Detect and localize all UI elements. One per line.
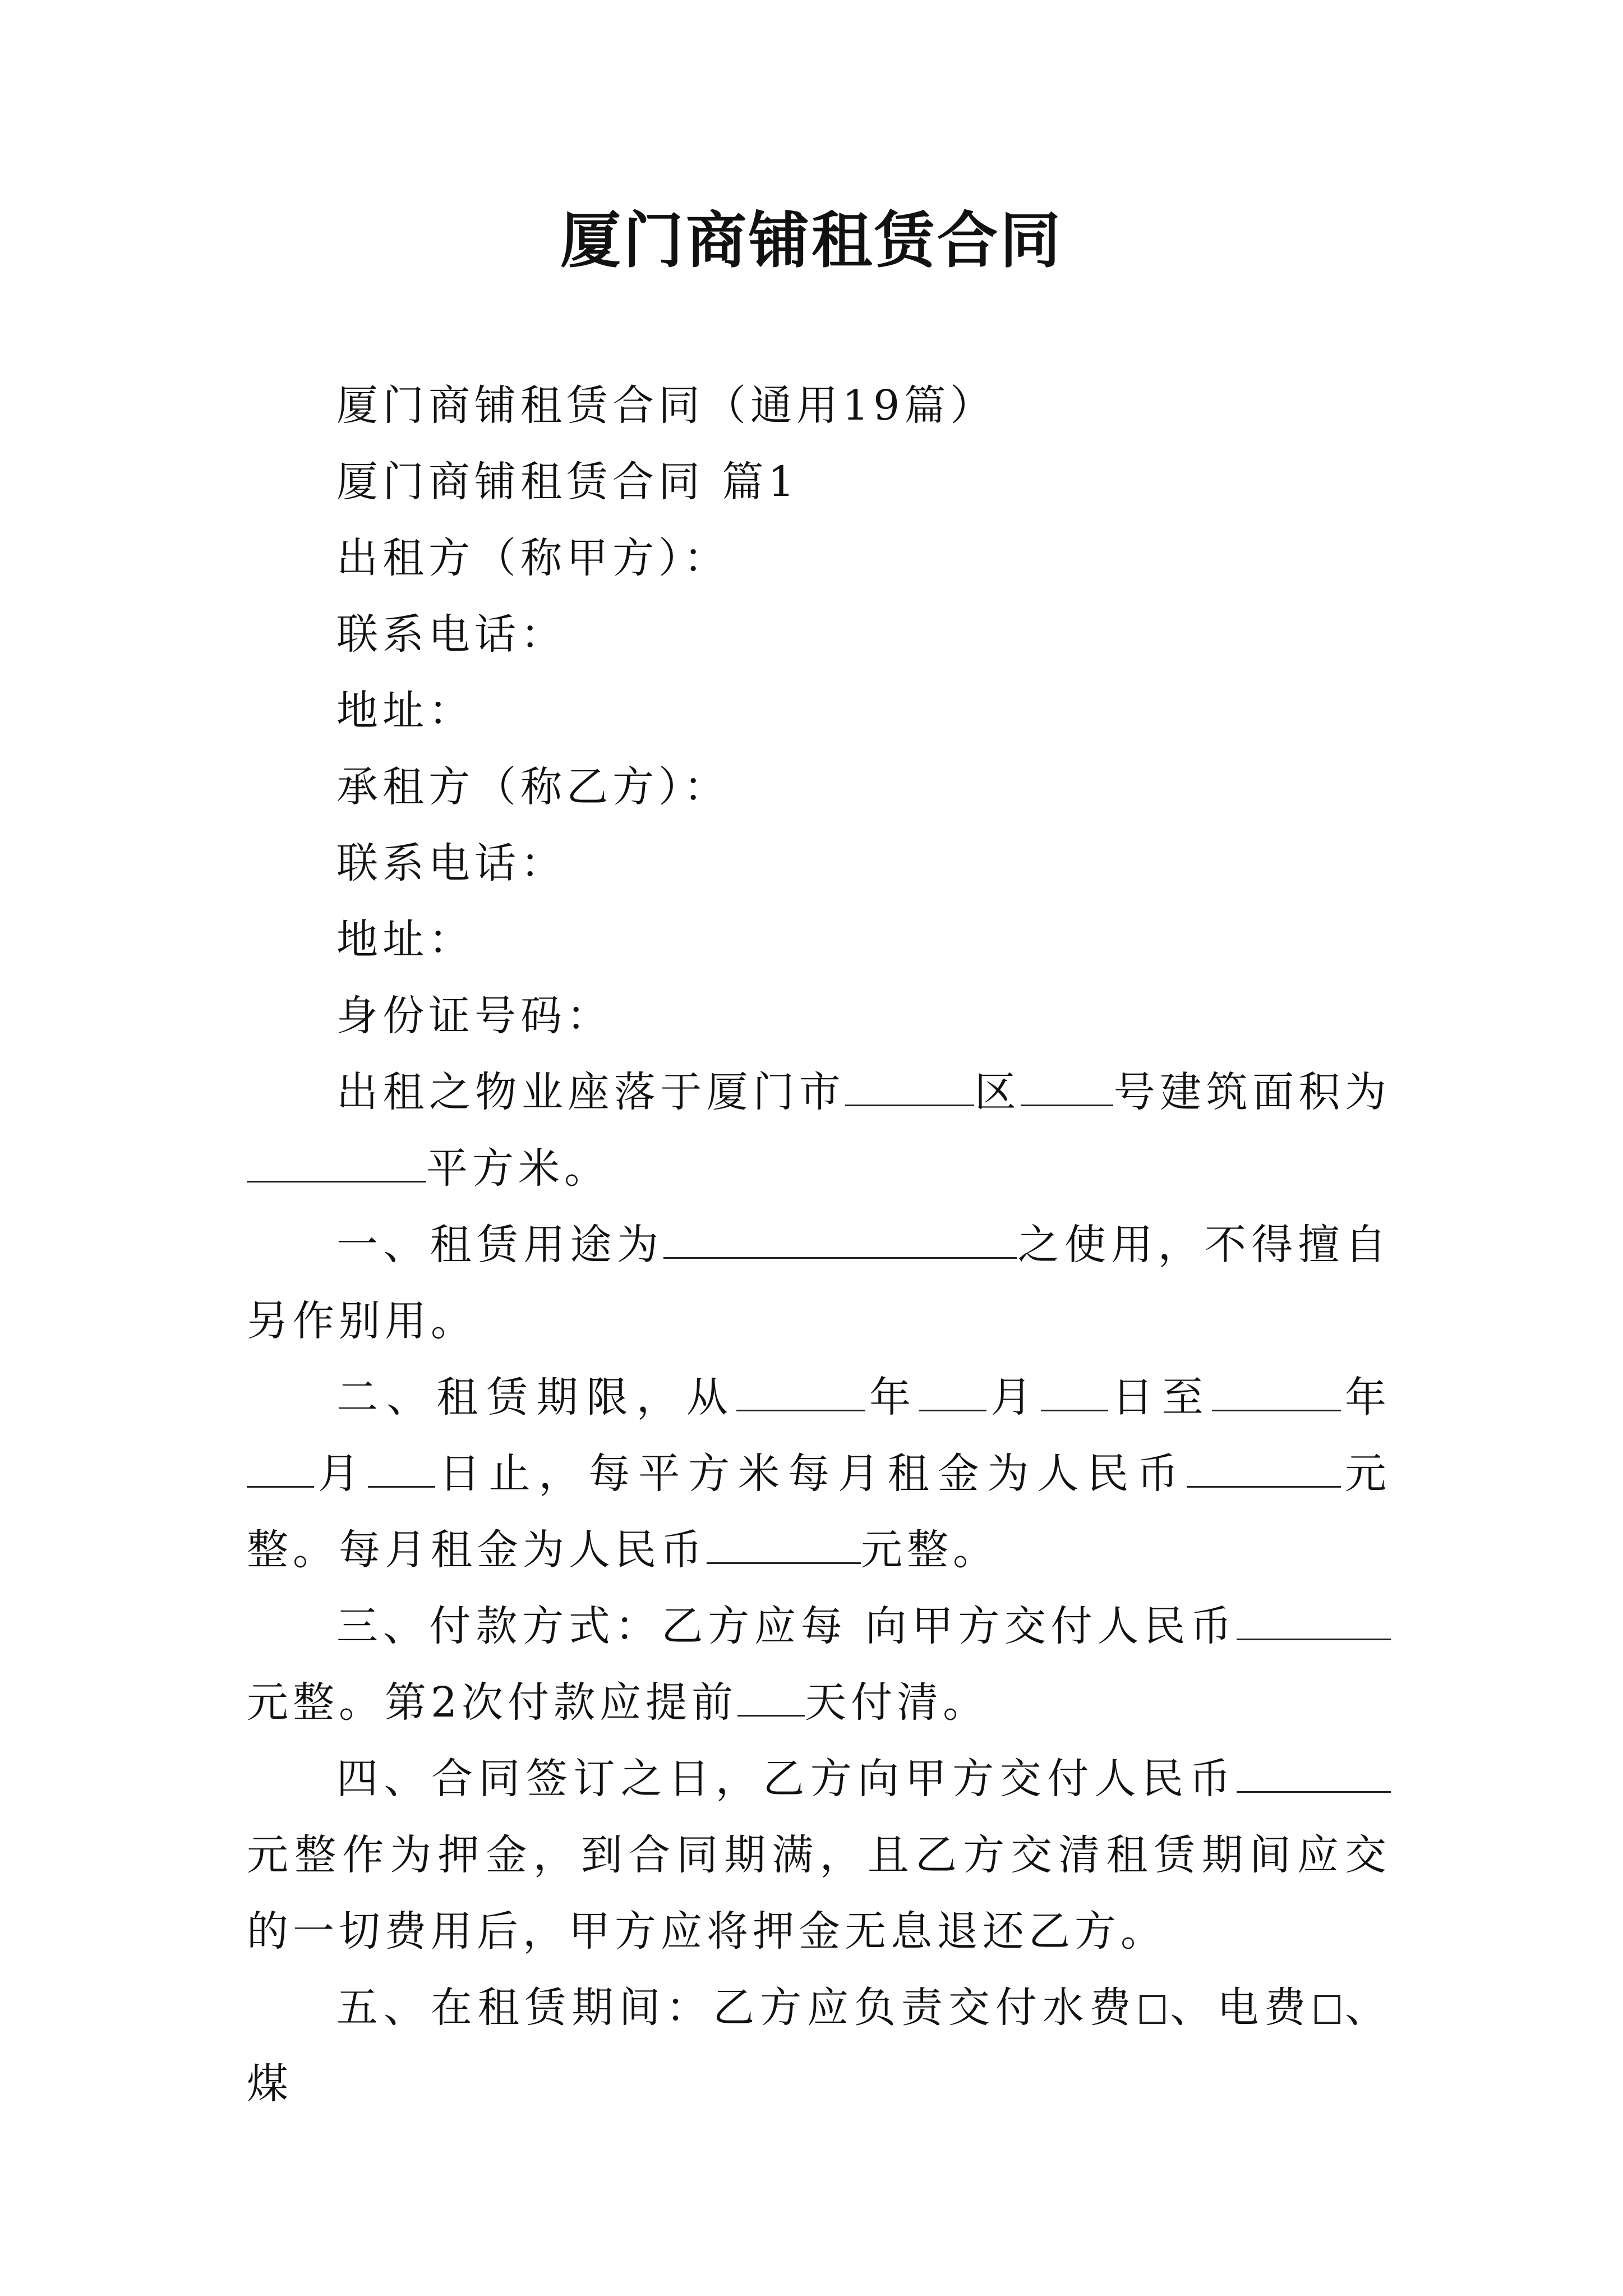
property-text-d: 平方米。 — [426, 1144, 610, 1193]
clause-5-text-a: 五、在租赁期间：乙方应负责交付水费 — [336, 1984, 1137, 2032]
property-text-c: 号建筑面积为 — [1113, 1068, 1391, 1116]
days-blank — [737, 1680, 805, 1717]
lessor-label: 出租方（称甲方）： — [336, 534, 730, 582]
district-blank — [845, 1070, 974, 1106]
monthly-rent-blank — [707, 1527, 861, 1564]
clause-3-text-a: 三、付款方式：乙方应每 向甲方交付人民币 — [336, 1602, 1237, 1650]
id-number-label: 身份证号码： — [336, 992, 612, 1040]
usage-blank — [663, 1222, 1017, 1259]
payment-amount-blank — [1237, 1604, 1391, 1640]
clause-2-text-b: 日止，每平方米每月租金为人民币 — [435, 1450, 1187, 1498]
clause-3 — [247, 1588, 1391, 1741]
clause-2-text-c: 元整。每月租金为人民币 — [247, 1450, 1391, 1574]
end-year-blank — [1212, 1375, 1341, 1411]
water-fee-checkbox[interactable] — [1140, 1995, 1165, 2024]
clause-2-year-1: 年 — [865, 1373, 920, 1421]
electricity-fee-checkbox[interactable] — [1315, 1995, 1340, 2024]
lessee-label: 承租方（称乙方）： — [336, 763, 730, 811]
clause-3-text-b: 元整。第2次付款应提前 — [247, 1678, 738, 1727]
article-heading: 厦门商铺租赁合同 篇1 — [336, 458, 799, 506]
document-title: 厦门商铺租赁合同 — [560, 206, 1063, 276]
start-month-blank — [919, 1375, 986, 1411]
clause-4-text-a: 四、合同签订之日，乙方向甲方交付人民币 — [336, 1755, 1237, 1803]
clause-5-text-c: 、煤 — [247, 1984, 1391, 2108]
clause-2-text-d: 元整。 — [861, 1526, 999, 1574]
number-blank — [1021, 1070, 1113, 1106]
clause-4-text-b: 元整作为押金，到合同期满，且乙方交清租赁期间应交的一切费用后，甲方应将押金无息退还乙方。 — [247, 1831, 1391, 1955]
contract-body — [247, 367, 1391, 2122]
clause-2-text-a: 二、租赁期限，从 — [336, 1373, 736, 1421]
clause-1 — [247, 1207, 1391, 1359]
end-month-blank-a — [247, 1451, 314, 1488]
clause-2-day-to: 日至 — [1108, 1373, 1212, 1421]
lessor-address-label: 地址： — [336, 687, 474, 735]
area-blank — [247, 1146, 426, 1182]
clause-2-month-1: 月 — [986, 1373, 1041, 1421]
lessor-phone-label: 联系电话： — [336, 610, 566, 659]
end-day-blank — [368, 1451, 435, 1488]
property-text-a: 出租之物业座落于厦门市 — [336, 1068, 846, 1116]
start-day-blank — [1041, 1375, 1108, 1411]
collection-title: 厦门商铺租赁合同（通用19篇） — [336, 381, 997, 430]
start-year-blank — [736, 1375, 865, 1411]
unit-rent-blank — [1187, 1451, 1341, 1488]
clause-2-month-2: 月 — [314, 1450, 368, 1498]
clause-2-year-2: 年 — [1340, 1373, 1391, 1421]
clause-3-text-c: 天付清。 — [805, 1678, 989, 1727]
clause-2 — [247, 1359, 1391, 1588]
deposit-blank — [1237, 1756, 1391, 1793]
property-clause — [247, 1054, 1391, 1207]
clause-5 — [247, 1970, 1391, 2122]
clause-5-text-b: 、电费 — [1169, 1984, 1312, 2032]
lessee-address-label: 地址： — [336, 915, 474, 964]
property-text-b: 区 — [974, 1068, 1021, 1116]
clause-4 — [247, 1741, 1391, 1970]
clause-1-text-a: 一、租赁用途为 — [336, 1221, 664, 1269]
lessee-phone-label: 联系电话： — [336, 839, 566, 887]
clause-1-text-b: 之使用，不得擅自另作别用。 — [247, 1221, 1391, 1345]
